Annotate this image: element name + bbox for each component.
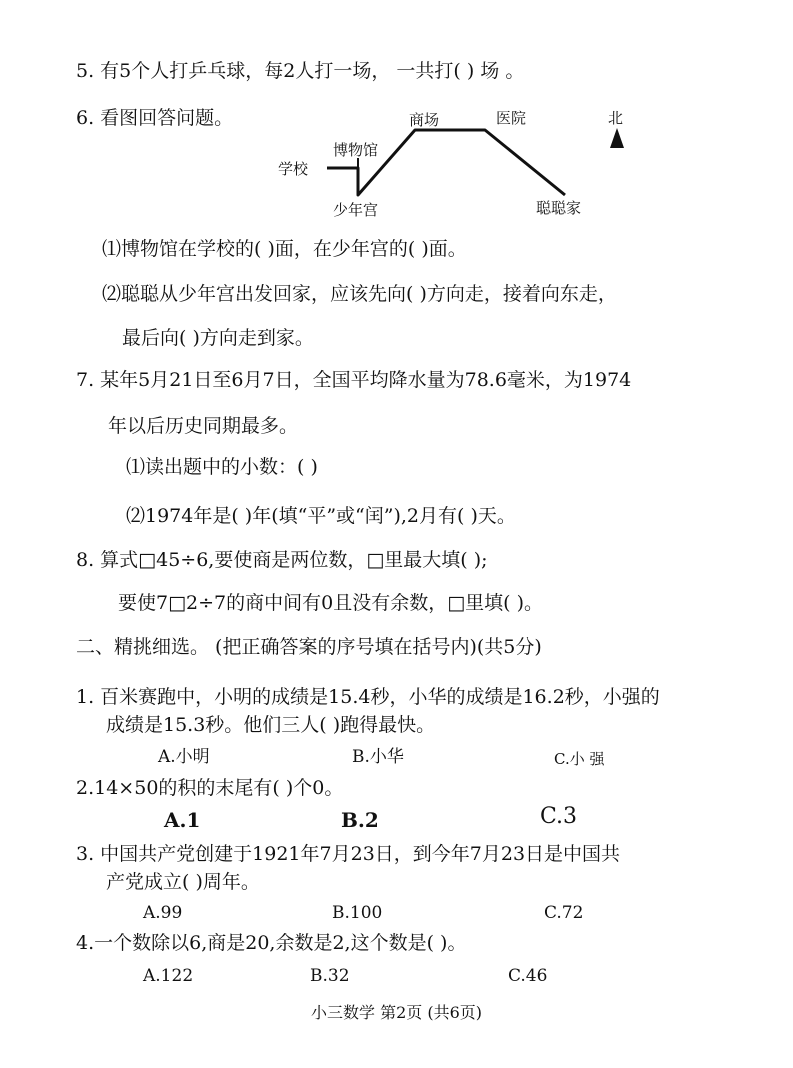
question-6-part-2: ⑵聪聪从少年宫出发回家，应该先向( )方向走，接着向东走，: [102, 283, 617, 305]
question-8-line-1: 8. 算式□45÷6,要使商是两位数，□里最大填( );: [76, 549, 488, 571]
map-label-home: 聪聪家: [536, 199, 582, 217]
page-footer: 小三数学 第2页 (共6页): [310, 1003, 483, 1022]
north-arrow-icon: [610, 128, 624, 148]
mc-4-option-a: A.122: [143, 966, 194, 986]
mc-2-option-a: A.1: [164, 808, 201, 832]
question-7-line-2: 年以后历史同期最多。: [108, 415, 299, 437]
mc-1-line-2: 成绩是15.3秒。他们三人( )跑得最快。: [106, 714, 436, 736]
mc-4-option-b: B.32: [310, 966, 350, 986]
map-label-school: 学校: [278, 160, 309, 178]
map-label-museum: 博物馆: [333, 141, 379, 159]
question-7-line-1: 7. 某年5月21日至6月7日，全国平均降水量为78.6毫米，为1974: [76, 369, 632, 391]
question-6-part-3: 最后向( )方向走到家。: [122, 327, 314, 349]
map-label-mall: 商场: [409, 111, 440, 129]
mc-4-option-c: C.46: [508, 966, 548, 986]
mc-1-option-b: B.小华: [352, 747, 404, 767]
mc-2-option-c: C.3: [540, 804, 578, 829]
map-label-youth-palace: 少年宫: [333, 201, 379, 219]
map-label-north: 北: [608, 109, 624, 127]
mc-2-option-b: B.2: [341, 808, 379, 832]
question-8-line-2: 要使7□2÷7的商中间有0且没有余数，□里填( )。: [118, 592, 544, 614]
mc-1-line-1: 1. 百米赛跑中，小明的成绩是15.4秒，小华的成绩是16.2秒，小强的: [76, 686, 660, 708]
question-5: 5. 有5个人打乒乓球，每2人打一场， 一共打( ) 场 。: [76, 60, 525, 82]
mc-2-line-1: 2.14×50的积的末尾有( )个0。: [76, 777, 344, 799]
mc-3-line-1: 3. 中国共产党创建于1921年7月23日，到今年7月23日是中国共: [76, 843, 621, 865]
question-6-title: 6. 看图回答问题。: [76, 107, 234, 129]
mc-1-option-c: C.小 强: [554, 750, 605, 768]
mc-1-option-a: A.小明: [158, 747, 210, 767]
mc-3-option-b: B.100: [332, 903, 383, 923]
route-line: [327, 130, 565, 195]
section-2-heading: 二、精挑细选。 (把正确答案的序号填在括号内)(共5分): [76, 636, 542, 658]
mc-4-line-1: 4.一个数除以6,商是20,余数是2,这个数是( )。: [76, 932, 467, 954]
question-7-part-2: ⑵1974年是( )年(填“平”或“闰”),2月有( )天。: [126, 505, 516, 527]
mc-3-option-c: C.72: [544, 903, 584, 923]
map-label-hospital: 医院: [496, 109, 527, 127]
question-6-part-1: ⑴博物馆在学校的( )面，在少年宫的( )面。: [102, 238, 467, 260]
mc-3-line-2: 产党成立( )周年。: [106, 871, 260, 893]
direction-map: [270, 100, 630, 230]
mc-3-option-a: A.99: [143, 903, 183, 923]
question-7-part-1: ⑴读出题中的小数：( ): [126, 456, 318, 478]
